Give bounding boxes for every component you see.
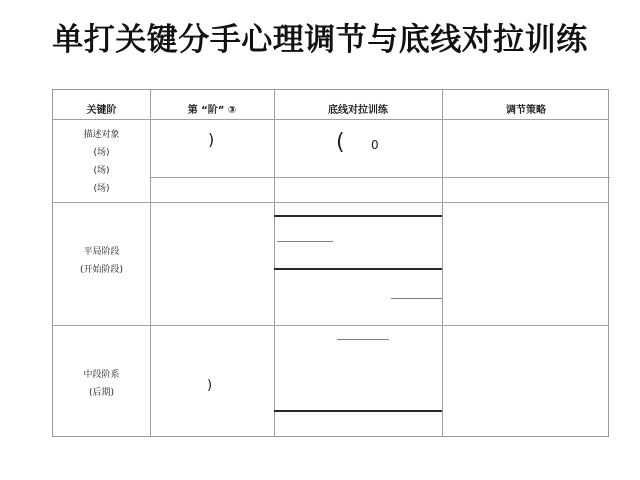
row-divider (53, 202, 608, 203)
answer-line (274, 410, 442, 412)
answer-line (274, 215, 442, 217)
column-divider (150, 90, 151, 436)
row-1-line: (场) (93, 184, 110, 194)
row-divider (53, 325, 608, 326)
row-1-label (53, 126, 150, 198)
answer-line (277, 241, 333, 242)
page-title: 单打关键分手心理调节与底线对拉训练 (52, 22, 588, 58)
handwritten-mark: ) (208, 130, 215, 149)
answer-line (391, 298, 442, 299)
header-baseline-rally: 底线对拉训练 (328, 105, 388, 116)
header-stage-number: 第 “阶” ③ (187, 105, 237, 116)
answer-line (274, 268, 442, 270)
row-2-line: 平局阶段 (83, 247, 120, 257)
header-key-stage: 关键阶 (86, 105, 117, 116)
row-3-line: (后期) (88, 388, 115, 398)
row-subdivider (150, 177, 610, 178)
row-1-line: (场) (93, 148, 110, 158)
answer-line (337, 339, 389, 340)
handwritten-mark: ) (207, 378, 213, 393)
header-adjust-strategy: 调节策略 (506, 105, 546, 116)
row-1-line: (场) (93, 166, 110, 176)
row-2-label (53, 243, 150, 279)
column-divider (442, 90, 443, 436)
column-divider (274, 90, 275, 436)
header-divider (53, 119, 608, 120)
row-1-line: 描述对象 (83, 130, 120, 140)
row-3-label (53, 366, 150, 402)
training-table (52, 89, 609, 437)
row-3-line: 中段阶系 (83, 370, 120, 380)
handwritten-mark: ( (336, 130, 345, 155)
handwritten-mark: 0 (371, 138, 379, 152)
row-2-line: (开始阶段) (79, 265, 124, 275)
